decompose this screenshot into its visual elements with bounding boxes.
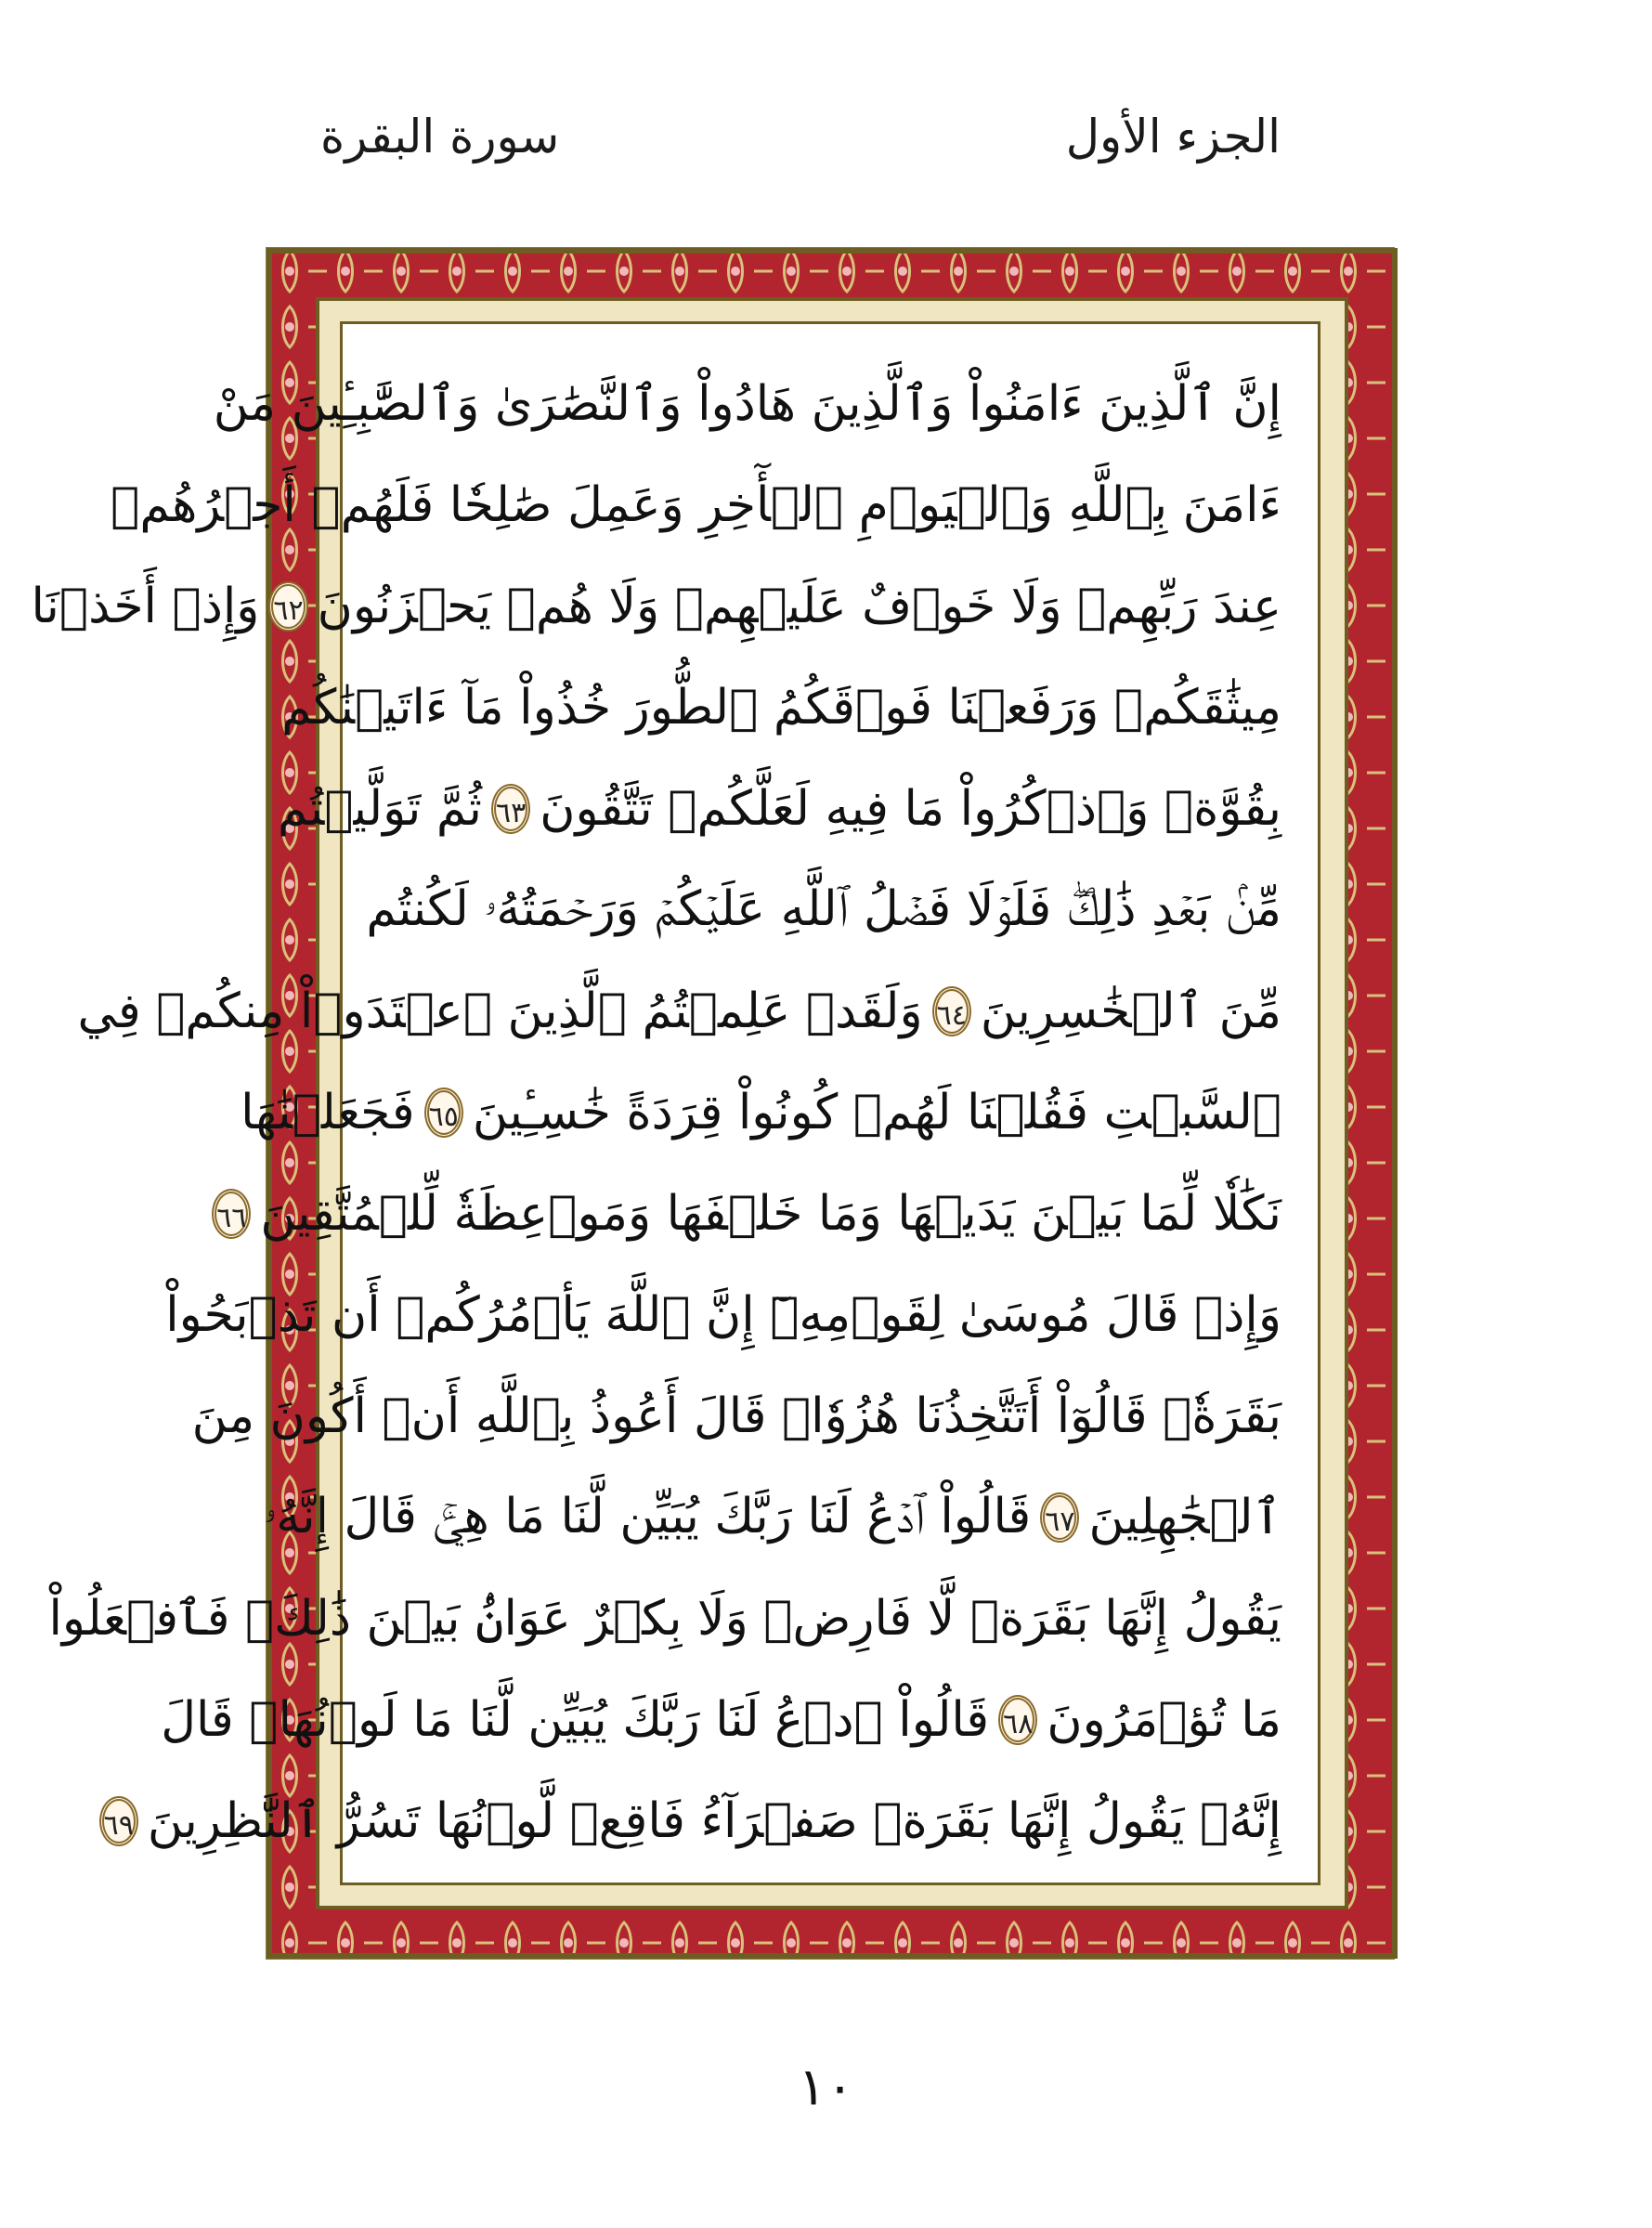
ayah-number-marker: ٦٨ (998, 1695, 1037, 1745)
verse-line (241, 1062, 1281, 1163)
verse-text: مِّنۢ بَعۡدِ ذَٰلِكَۖ فَلَوۡلَا فَضۡلُ ٱللَّهِ عَلَيۡكُمۡ وَرَحۡمَتُهُۥ لَكُنتُم (366, 881, 1281, 937)
verse-text: إِنَّهُۥ يَقُولُ إِنَّهَا بَقَرَةٞ صَفۡرَآءُ فَاقِعٞ لَّوۡنُهَا تَسُرُّ ٱلنَّٰظِرِينَ (147, 1792, 1281, 1849)
verse-line (213, 353, 1281, 454)
verse-text: وَلَقَدۡ عَلِمۡتُمُ ٱلَّذِينَ ٱعۡتَدَوۡاْ مِنكُمۡ فِي (77, 983, 923, 1039)
ayah-number-marker: ٦٥ (424, 1088, 463, 1138)
verse-text: مِيثَٰقَكُمۡ وَرَفَعۡنَا فَوۡقَكُمُ ٱلطُّورَ خُذُواْ مَآ ءَاتَيۡنَٰكُم (281, 679, 1281, 736)
surah-title: سورة البقرة (320, 110, 560, 163)
juz-title: الجزء الأول (1065, 110, 1281, 163)
verse-text: عِندَ رَبِّهِمۡ وَلَا خَوۡفٌ عَلَيۡهِمۡ وَلَا هُمۡ يَحۡزَنُونَ (317, 578, 1281, 634)
verse-text: ءَامَنَ بِٱللَّهِ وَٱلۡيَوۡمِ ٱلۡأٓخِرِ وَعَمِلَ صَٰلِحٗا فَلَهُمۡ أَجۡرُهُمۡ (111, 476, 1281, 533)
verse-lines (31, 353, 1281, 1871)
verse-text: بِقُوَّةٖ وَٱذۡكُرُواْ مَا فِيهِ لَعَلَّكُمۡ تَتَّقُونَ (540, 780, 1281, 837)
verse-text: مَا تُؤۡمَرُونَ (1047, 1691, 1281, 1748)
verse-line (48, 1568, 1281, 1669)
verse-line (165, 1264, 1281, 1365)
verse-text: ٱلسَّبۡتِ فَقُلۡنَا لَهُمۡ كُونُواْ قِرَدَةً خَٰسِـِٔينَ (472, 1084, 1281, 1140)
verse-text: قَالُواْ ٱدۡعُ لَنَا رَبَّكَ يُبَيِّن لَّنَا مَا لَوۡنُهَاۚ قَالَ (161, 1691, 990, 1748)
verse-line (278, 758, 1281, 859)
ayah-number-marker: ٦٢ (268, 581, 307, 632)
verse-line (161, 1669, 1281, 1770)
verse-line (264, 1466, 1281, 1568)
verse-line (77, 960, 1281, 1062)
verse-text: وَإِذۡ قَالَ مُوسَىٰ لِقَوۡمِهِۦٓ إِنَّ ٱللَّهَ يَأۡمُرُكُمۡ أَن تَذۡبَحُواْ (165, 1286, 1281, 1343)
verse-text: نَكَٰلٗا لِّمَا بَيۡنَ يَدَيۡهَا وَمَا خَلۡفَهَا وَمَوۡعِظَةٗ لِّلۡمُتَّقِينَ (260, 1185, 1281, 1242)
ayah-number-marker: ٦٩ (99, 1796, 138, 1846)
verse-text: ٱلۡجَٰهِلِينَ (1088, 1489, 1281, 1545)
verse-text: ثُمَّ تَوَلَّيۡتُم (278, 780, 483, 837)
verse-line (216, 1163, 1281, 1264)
verse-line (191, 1365, 1281, 1466)
ayah-number-marker: ٦٧ (1040, 1492, 1079, 1543)
verse-text: وَإِذۡ أَخَذۡنَا (31, 578, 260, 634)
page-number: ١٠ (798, 2057, 854, 2117)
verse-text: يَقُولُ إِنَّهَا بَقَرَةٞ لَّا فَارِضٞ وَلَا بِكۡرٌ عَوَانُۢ بَيۡنَ ذَٰلِكَۖ فَٱفۡعَلُواْ (48, 1590, 1281, 1647)
verse-text: بَقَرَةٗۖ قَالُوٓاْ أَتَتَّخِذُنَا هُزُوٗاۖ قَالَ أَعُوذُ بِٱللَّهِ أَنۡ أَكُونَ مِنَ (191, 1388, 1281, 1444)
ayah-number-marker: ٦٣ (491, 784, 530, 834)
verse-text: مِّنَ ٱلۡخَٰسِرِينَ (980, 983, 1281, 1039)
verse-line (111, 454, 1281, 555)
verse-text: فَجَعَلۡنَٰهَا (241, 1084, 415, 1140)
verse-line (103, 1770, 1281, 1871)
verse-line (366, 859, 1281, 960)
ayah-number-marker: ٦٦ (212, 1189, 251, 1239)
verse-text: إِنَّ ٱلَّذِينَ ءَامَنُواْ وَٱلَّذِينَ هَادُواْ وَٱلنَّصَٰرَىٰ وَٱلصَّٰبِـِٔينَ مَنْ (213, 375, 1281, 432)
verse-line (281, 657, 1281, 758)
ayah-number-marker: ٦٤ (932, 986, 971, 1036)
verse-text: قَالُواْ ٱدۡعُ لَنَا رَبَّكَ يُبَيِّن لَّنَا مَا هِيَۚ قَالَ إِنَّهُۥ (264, 1489, 1032, 1544)
verse-line (31, 555, 1281, 657)
